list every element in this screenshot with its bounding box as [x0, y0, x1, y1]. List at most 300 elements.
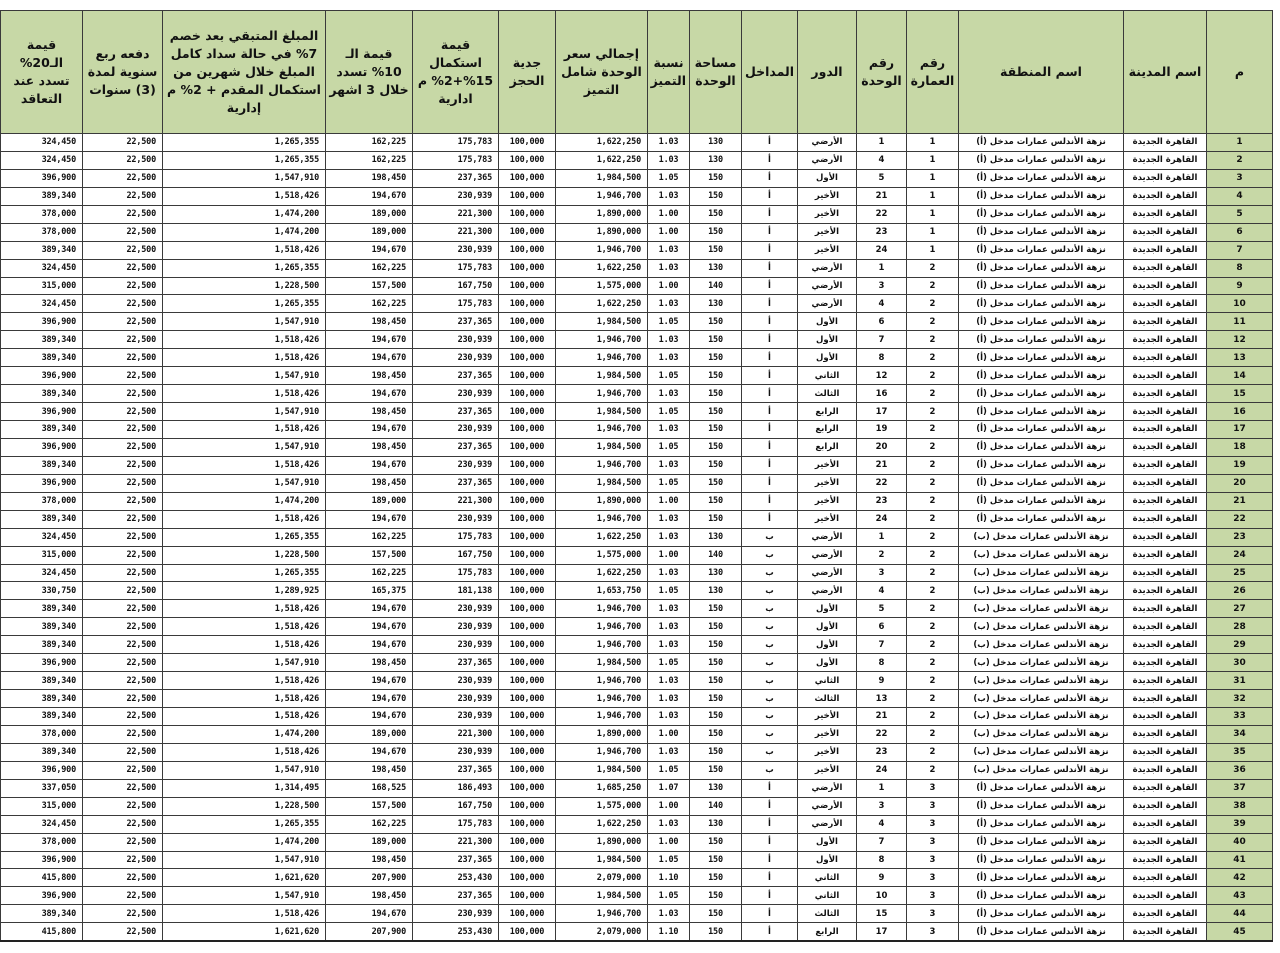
table-cell: 100,000	[499, 672, 556, 690]
table-cell: القاهرة الجديدة	[1124, 205, 1207, 223]
table-cell: 189,000	[326, 205, 413, 223]
table-cell: 1,228,500	[163, 797, 326, 815]
table-cell: نزهة الأندلس عمارات مدخل (ب)	[959, 546, 1124, 564]
table-cell: 39	[1207, 815, 1273, 833]
table-cell: 100,000	[499, 654, 556, 672]
table-cell: الأخير	[798, 456, 857, 474]
table-cell: 389,340	[1, 241, 83, 259]
table-cell: نزهة الأندلس عمارات مدخل (أ)	[959, 367, 1124, 385]
table-cell: 389,340	[1, 708, 83, 726]
table-cell: 100,000	[499, 438, 556, 456]
table-cell: نزهة الأندلس عمارات مدخل (أ)	[959, 905, 1124, 923]
table-cell: 324,450	[1, 528, 83, 546]
table-cell: 315,000	[1, 797, 83, 815]
table-cell: 22,500	[83, 815, 163, 833]
table-cell: 2	[907, 385, 959, 403]
table-cell: نزهة الأندلس عمارات مدخل (ب)	[959, 600, 1124, 618]
table-row	[1, 134, 1273, 152]
table-cell: 3	[857, 277, 907, 295]
table-cell: نزهة الأندلس عمارات مدخل (أ)	[959, 241, 1124, 259]
table-cell: 100,000	[499, 636, 556, 654]
table-cell: 175,783	[413, 564, 499, 582]
table-cell: 150	[690, 851, 742, 869]
table-cell: 100,000	[499, 169, 556, 187]
table-cell: 22	[1207, 510, 1273, 528]
table-cell: 100,000	[499, 241, 556, 259]
table-cell: 21	[857, 456, 907, 474]
table-cell: 8	[857, 654, 907, 672]
table-cell: 237,365	[413, 313, 499, 331]
table-cell: ب	[742, 618, 798, 636]
table-cell: 1,518,426	[163, 349, 326, 367]
table-cell: 8	[857, 851, 907, 869]
table-row	[1, 367, 1273, 385]
table-cell: 22,500	[83, 887, 163, 905]
table-cell: 100,000	[499, 367, 556, 385]
table-cell: 1.05	[648, 438, 690, 456]
table-cell: أ	[742, 779, 798, 797]
table-cell: 1.03	[648, 151, 690, 169]
table-cell: 100,000	[499, 456, 556, 474]
table-cell: 3	[857, 564, 907, 582]
table-cell: 1	[857, 259, 907, 277]
table-cell: 1,575,000	[556, 546, 648, 564]
table-cell: 221,300	[413, 223, 499, 241]
table-cell: الأول	[798, 331, 857, 349]
table-cell: 150	[690, 743, 742, 761]
table-cell: أ	[742, 151, 798, 169]
table-cell: 100,000	[499, 187, 556, 205]
table-cell: 22,500	[83, 349, 163, 367]
table-cell: 162,225	[326, 259, 413, 277]
table-cell: 1.10	[648, 869, 690, 887]
table-cell: 2	[857, 546, 907, 564]
table-cell: الأخير	[798, 708, 857, 726]
table-cell: 1,547,910	[163, 851, 326, 869]
table-cell: نزهة الأندلس عمارات مدخل (أ)	[959, 797, 1124, 815]
table-cell: 5	[1207, 205, 1273, 223]
table-cell: 6	[857, 618, 907, 636]
table-cell: 22,500	[83, 438, 163, 456]
table-cell: نزهة الأندلس عمارات مدخل (أ)	[959, 869, 1124, 887]
table-cell: 237,365	[413, 887, 499, 905]
table-cell: 2	[907, 600, 959, 618]
table-row	[1, 672, 1273, 690]
table-cell: 140	[690, 277, 742, 295]
table-cell: القاهرة الجديدة	[1124, 833, 1207, 851]
table-cell: 100,000	[499, 564, 556, 582]
table-cell: الأخير	[798, 510, 857, 528]
table-cell: أ	[742, 205, 798, 223]
table-cell: 7	[1207, 241, 1273, 259]
table-cell: 396,900	[1, 367, 83, 385]
table-cell: الثالث	[798, 905, 857, 923]
table-cell: 1.03	[648, 259, 690, 277]
table-cell: 389,340	[1, 510, 83, 528]
table-cell: نزهة الأندلس عمارات مدخل (أ)	[959, 134, 1124, 152]
table-cell: 1,547,910	[163, 313, 326, 331]
table-cell: 100,000	[499, 546, 556, 564]
column-header: دفعه ربع سنوية لمدة (3) سنوات	[83, 11, 163, 134]
table-cell: الثالث	[798, 690, 857, 708]
table-cell: 1,265,355	[163, 564, 326, 582]
table-cell: 140	[690, 546, 742, 564]
table-cell: 1.05	[648, 887, 690, 905]
table-cell: نزهة الأندلس عمارات مدخل (ب)	[959, 528, 1124, 546]
table-cell: 44	[1207, 905, 1273, 923]
table-cell: الرابع	[798, 421, 857, 439]
table-cell: القاهرة الجديدة	[1124, 474, 1207, 492]
table-cell: 22,500	[83, 672, 163, 690]
table-row	[1, 438, 1273, 456]
table-cell: أ	[742, 869, 798, 887]
table-cell: 1,946,700	[556, 672, 648, 690]
table-cell: 150	[690, 438, 742, 456]
table-cell: القاهرة الجديدة	[1124, 546, 1207, 564]
table-cell: القاهرة الجديدة	[1124, 223, 1207, 241]
table-cell: 100,000	[499, 618, 556, 636]
table-cell: 130	[690, 151, 742, 169]
table-cell: أ	[742, 923, 798, 941]
column-header: جدية الحجز	[499, 11, 556, 134]
table-cell: 389,340	[1, 349, 83, 367]
table-cell: 230,939	[413, 905, 499, 923]
table-cell: 22,500	[83, 761, 163, 779]
table-cell: 1,474,200	[163, 833, 326, 851]
table-cell: أ	[742, 797, 798, 815]
table-row	[1, 851, 1273, 869]
table-cell: ب	[742, 743, 798, 761]
table-cell: الأول	[798, 313, 857, 331]
column-header: المداخل	[742, 11, 798, 134]
table-cell: 4	[857, 151, 907, 169]
table-cell: 14	[1207, 367, 1273, 385]
table-cell: 2	[907, 708, 959, 726]
table-cell: القاهرة الجديدة	[1124, 510, 1207, 528]
table-cell: 1	[857, 134, 907, 152]
table-cell: نزهة الأندلس عمارات مدخل (أ)	[959, 923, 1124, 941]
table-row	[1, 331, 1273, 349]
table-cell: 100,000	[499, 295, 556, 313]
table-cell: 1.07	[648, 779, 690, 797]
table-cell: الثاني	[798, 869, 857, 887]
table-cell: 150	[690, 636, 742, 654]
table-cell: نزهة الأندلس عمارات مدخل (أ)	[959, 403, 1124, 421]
table-cell: نزهة الأندلس عمارات مدخل (أ)	[959, 510, 1124, 528]
table-cell: 1,518,426	[163, 456, 326, 474]
table-cell: الثالث	[798, 385, 857, 403]
table-cell: 33	[1207, 708, 1273, 726]
table-cell: القاهرة الجديدة	[1124, 690, 1207, 708]
table-cell: أ	[742, 331, 798, 349]
table-cell: 162,225	[326, 295, 413, 313]
table-cell: 1,547,910	[163, 474, 326, 492]
table-cell: 16	[1207, 403, 1273, 421]
table-cell: 1.03	[648, 672, 690, 690]
table-cell: 198,450	[326, 887, 413, 905]
table-cell: 2	[907, 367, 959, 385]
table-cell: الأخير	[798, 761, 857, 779]
table-cell: 9	[857, 869, 907, 887]
table-cell: أ	[742, 295, 798, 313]
table-body	[1, 134, 1273, 942]
table-cell: 22,500	[83, 385, 163, 403]
table-cell: أ	[742, 438, 798, 456]
table-cell: 36	[1207, 761, 1273, 779]
table-cell: 194,670	[326, 708, 413, 726]
table-cell: 1,474,200	[163, 492, 326, 510]
table-cell: 2	[907, 528, 959, 546]
table-cell: 100,000	[499, 474, 556, 492]
table-cell: 168,525	[326, 779, 413, 797]
table-cell: 1,518,426	[163, 385, 326, 403]
table-cell: القاهرة الجديدة	[1124, 421, 1207, 439]
table-cell: نزهة الأندلس عمارات مدخل (ب)	[959, 636, 1124, 654]
table-cell: 16	[857, 385, 907, 403]
table-cell: أ	[742, 187, 798, 205]
table-cell: ب	[742, 761, 798, 779]
table-cell: 32	[1207, 690, 1273, 708]
table-cell: 237,365	[413, 367, 499, 385]
table-cell: 1.00	[648, 546, 690, 564]
table-cell: نزهة الأندلس عمارات مدخل (أ)	[959, 151, 1124, 169]
table-cell: الأخير	[798, 223, 857, 241]
table-cell: أ	[742, 815, 798, 833]
table-cell: نزهة الأندلس عمارات مدخل (أ)	[959, 385, 1124, 403]
table-cell: 26	[1207, 582, 1273, 600]
unit-price-table	[0, 10, 1273, 942]
table-cell: 1,984,500	[556, 887, 648, 905]
table-cell: 1,890,000	[556, 492, 648, 510]
table-cell: 3	[907, 815, 959, 833]
table-cell: 29	[1207, 636, 1273, 654]
table-cell: 396,900	[1, 761, 83, 779]
table-cell: 2	[907, 743, 959, 761]
table-cell: 1,946,700	[556, 600, 648, 618]
table-cell: 324,450	[1, 295, 83, 313]
table-cell: 100,000	[499, 887, 556, 905]
table-cell: 1,547,910	[163, 367, 326, 385]
table-cell: 330,750	[1, 582, 83, 600]
table-cell: أ	[742, 492, 798, 510]
column-header: المبلغ المتبقي بعد خصم 7% في حالة سداد كامل المبلغ خلال شهرين من استكمال المقدم + 2% م إدارية	[163, 11, 326, 134]
table-cell: ب	[742, 582, 798, 600]
table-cell: 140	[690, 797, 742, 815]
table-cell: 23	[1207, 528, 1273, 546]
table-cell: 100,000	[499, 223, 556, 241]
table-cell: القاهرة الجديدة	[1124, 743, 1207, 761]
table-cell: 1,984,500	[556, 169, 648, 187]
table-cell: الأرضي	[798, 528, 857, 546]
table-cell: 6	[1207, 223, 1273, 241]
table-cell: 157,500	[326, 546, 413, 564]
table-cell: 1,946,700	[556, 618, 648, 636]
table-cell: 22,500	[83, 690, 163, 708]
table-cell: 1,228,500	[163, 277, 326, 295]
table-cell: 31	[1207, 672, 1273, 690]
table-cell: 230,939	[413, 708, 499, 726]
table-cell: 100,000	[499, 582, 556, 600]
table-cell: أ	[742, 421, 798, 439]
table-cell: الأرضي	[798, 259, 857, 277]
table-cell: 1,890,000	[556, 205, 648, 223]
table-cell: 1	[907, 187, 959, 205]
table-cell: 221,300	[413, 833, 499, 851]
table-cell: 150	[690, 223, 742, 241]
table-row	[1, 797, 1273, 815]
table-cell: 37	[1207, 779, 1273, 797]
table-cell: القاهرة الجديدة	[1124, 438, 1207, 456]
table-cell: 189,000	[326, 833, 413, 851]
table-cell: الأخير	[798, 187, 857, 205]
table-cell: ب	[742, 654, 798, 672]
table-cell: 40	[1207, 833, 1273, 851]
table-cell: 181,138	[413, 582, 499, 600]
table-cell: 22,500	[83, 169, 163, 187]
table-cell: 1,518,426	[163, 636, 326, 654]
table-cell: 100,000	[499, 725, 556, 743]
table-cell: 1,622,250	[556, 564, 648, 582]
table-cell: 157,500	[326, 797, 413, 815]
table-cell: 1,518,426	[163, 187, 326, 205]
table-cell: 150	[690, 923, 742, 941]
table-cell: 1,518,426	[163, 672, 326, 690]
table-cell: 130	[690, 528, 742, 546]
table-cell: 150	[690, 492, 742, 510]
table-cell: 150	[690, 887, 742, 905]
table-cell: القاهرة الجديدة	[1124, 600, 1207, 618]
table-cell: 150	[690, 833, 742, 851]
table-row	[1, 582, 1273, 600]
table-cell: 150	[690, 367, 742, 385]
table-cell: 1,518,426	[163, 905, 326, 923]
table-cell: 389,340	[1, 690, 83, 708]
table-cell: 150	[690, 618, 742, 636]
table-cell: أ	[742, 887, 798, 905]
table-row	[1, 708, 1273, 726]
table-cell: 150	[690, 241, 742, 259]
table-cell: ب	[742, 528, 798, 546]
table-row	[1, 421, 1273, 439]
table-cell: 1,946,700	[556, 743, 648, 761]
table-cell: أ	[742, 474, 798, 492]
table-cell: 1	[907, 169, 959, 187]
table-cell: 207,900	[326, 869, 413, 887]
table-cell: 28	[1207, 618, 1273, 636]
table-row	[1, 725, 1273, 743]
table-cell: 3	[907, 797, 959, 815]
table-cell: 22,500	[83, 510, 163, 528]
table-cell: 1.03	[648, 456, 690, 474]
table-cell: 45	[1207, 923, 1273, 941]
table-cell: 230,939	[413, 187, 499, 205]
table-cell: 389,340	[1, 672, 83, 690]
table-cell: 2	[907, 654, 959, 672]
table-cell: 2	[907, 421, 959, 439]
table-cell: 1.03	[648, 510, 690, 528]
table-cell: نزهة الأندلس عمارات مدخل (أ)	[959, 851, 1124, 869]
table-cell: 1,547,910	[163, 403, 326, 421]
table-cell: 2	[907, 546, 959, 564]
table-cell: 1,946,700	[556, 187, 648, 205]
table-cell: 22,500	[83, 205, 163, 223]
table-cell: 100,000	[499, 492, 556, 510]
table-cell: 100,000	[499, 833, 556, 851]
table-cell: الأول	[798, 833, 857, 851]
table-cell: 22,500	[83, 421, 163, 439]
table-row	[1, 546, 1273, 564]
table-cell: 22,500	[83, 779, 163, 797]
table-cell: 378,000	[1, 223, 83, 241]
table-cell: أ	[742, 905, 798, 923]
table-cell: 1,518,426	[163, 690, 326, 708]
table-cell: 1,622,250	[556, 151, 648, 169]
table-cell: ب	[742, 725, 798, 743]
table-cell: 186,493	[413, 779, 499, 797]
table-cell: 1,984,500	[556, 474, 648, 492]
table-cell: 100,000	[499, 349, 556, 367]
table-cell: 3	[907, 905, 959, 923]
table-cell: 150	[690, 690, 742, 708]
table-cell: 1,890,000	[556, 223, 648, 241]
table-cell: 19	[857, 421, 907, 439]
table-cell: ب	[742, 672, 798, 690]
table-cell: 1.00	[648, 833, 690, 851]
table-cell: 100,000	[499, 923, 556, 941]
table-cell: الأرضي	[798, 151, 857, 169]
table-cell: 22,500	[83, 277, 163, 295]
table-cell: 2	[907, 456, 959, 474]
table-cell: القاهرة الجديدة	[1124, 869, 1207, 887]
table-cell: 1,946,700	[556, 421, 648, 439]
table-cell: 1,474,200	[163, 205, 326, 223]
table-cell: 1.03	[648, 690, 690, 708]
table-cell: 1,946,700	[556, 349, 648, 367]
table-cell: 230,939	[413, 510, 499, 528]
table-cell: 150	[690, 385, 742, 403]
table-cell: 23	[857, 223, 907, 241]
table-row	[1, 528, 1273, 546]
table-cell: 150	[690, 421, 742, 439]
table-cell: 30	[1207, 654, 1273, 672]
table-row	[1, 833, 1273, 851]
table-cell: 1.03	[648, 385, 690, 403]
table-cell: 415,800	[1, 869, 83, 887]
table-cell: 5	[857, 169, 907, 187]
table-cell: القاهرة الجديدة	[1124, 672, 1207, 690]
table-cell: ب	[742, 600, 798, 618]
table-cell: 100,000	[499, 743, 556, 761]
table-cell: 1.05	[648, 474, 690, 492]
table-cell: القاهرة الجديدة	[1124, 277, 1207, 295]
table-cell: 150	[690, 187, 742, 205]
table-cell: 21	[857, 187, 907, 205]
table-cell: 1,265,355	[163, 259, 326, 277]
table-cell: نزهة الأندلس عمارات مدخل (أ)	[959, 456, 1124, 474]
table-cell: 22,500	[83, 743, 163, 761]
table-cell: 230,939	[413, 421, 499, 439]
table-cell: الأخير	[798, 474, 857, 492]
table-cell: 221,300	[413, 725, 499, 743]
table-cell: 1.03	[648, 600, 690, 618]
table-row	[1, 887, 1273, 905]
table-cell: 1,265,355	[163, 295, 326, 313]
table-cell: 22,500	[83, 923, 163, 941]
table-cell: 162,225	[326, 815, 413, 833]
table-cell: ب	[742, 546, 798, 564]
table-cell: 237,365	[413, 403, 499, 421]
table-cell: 2	[907, 725, 959, 743]
